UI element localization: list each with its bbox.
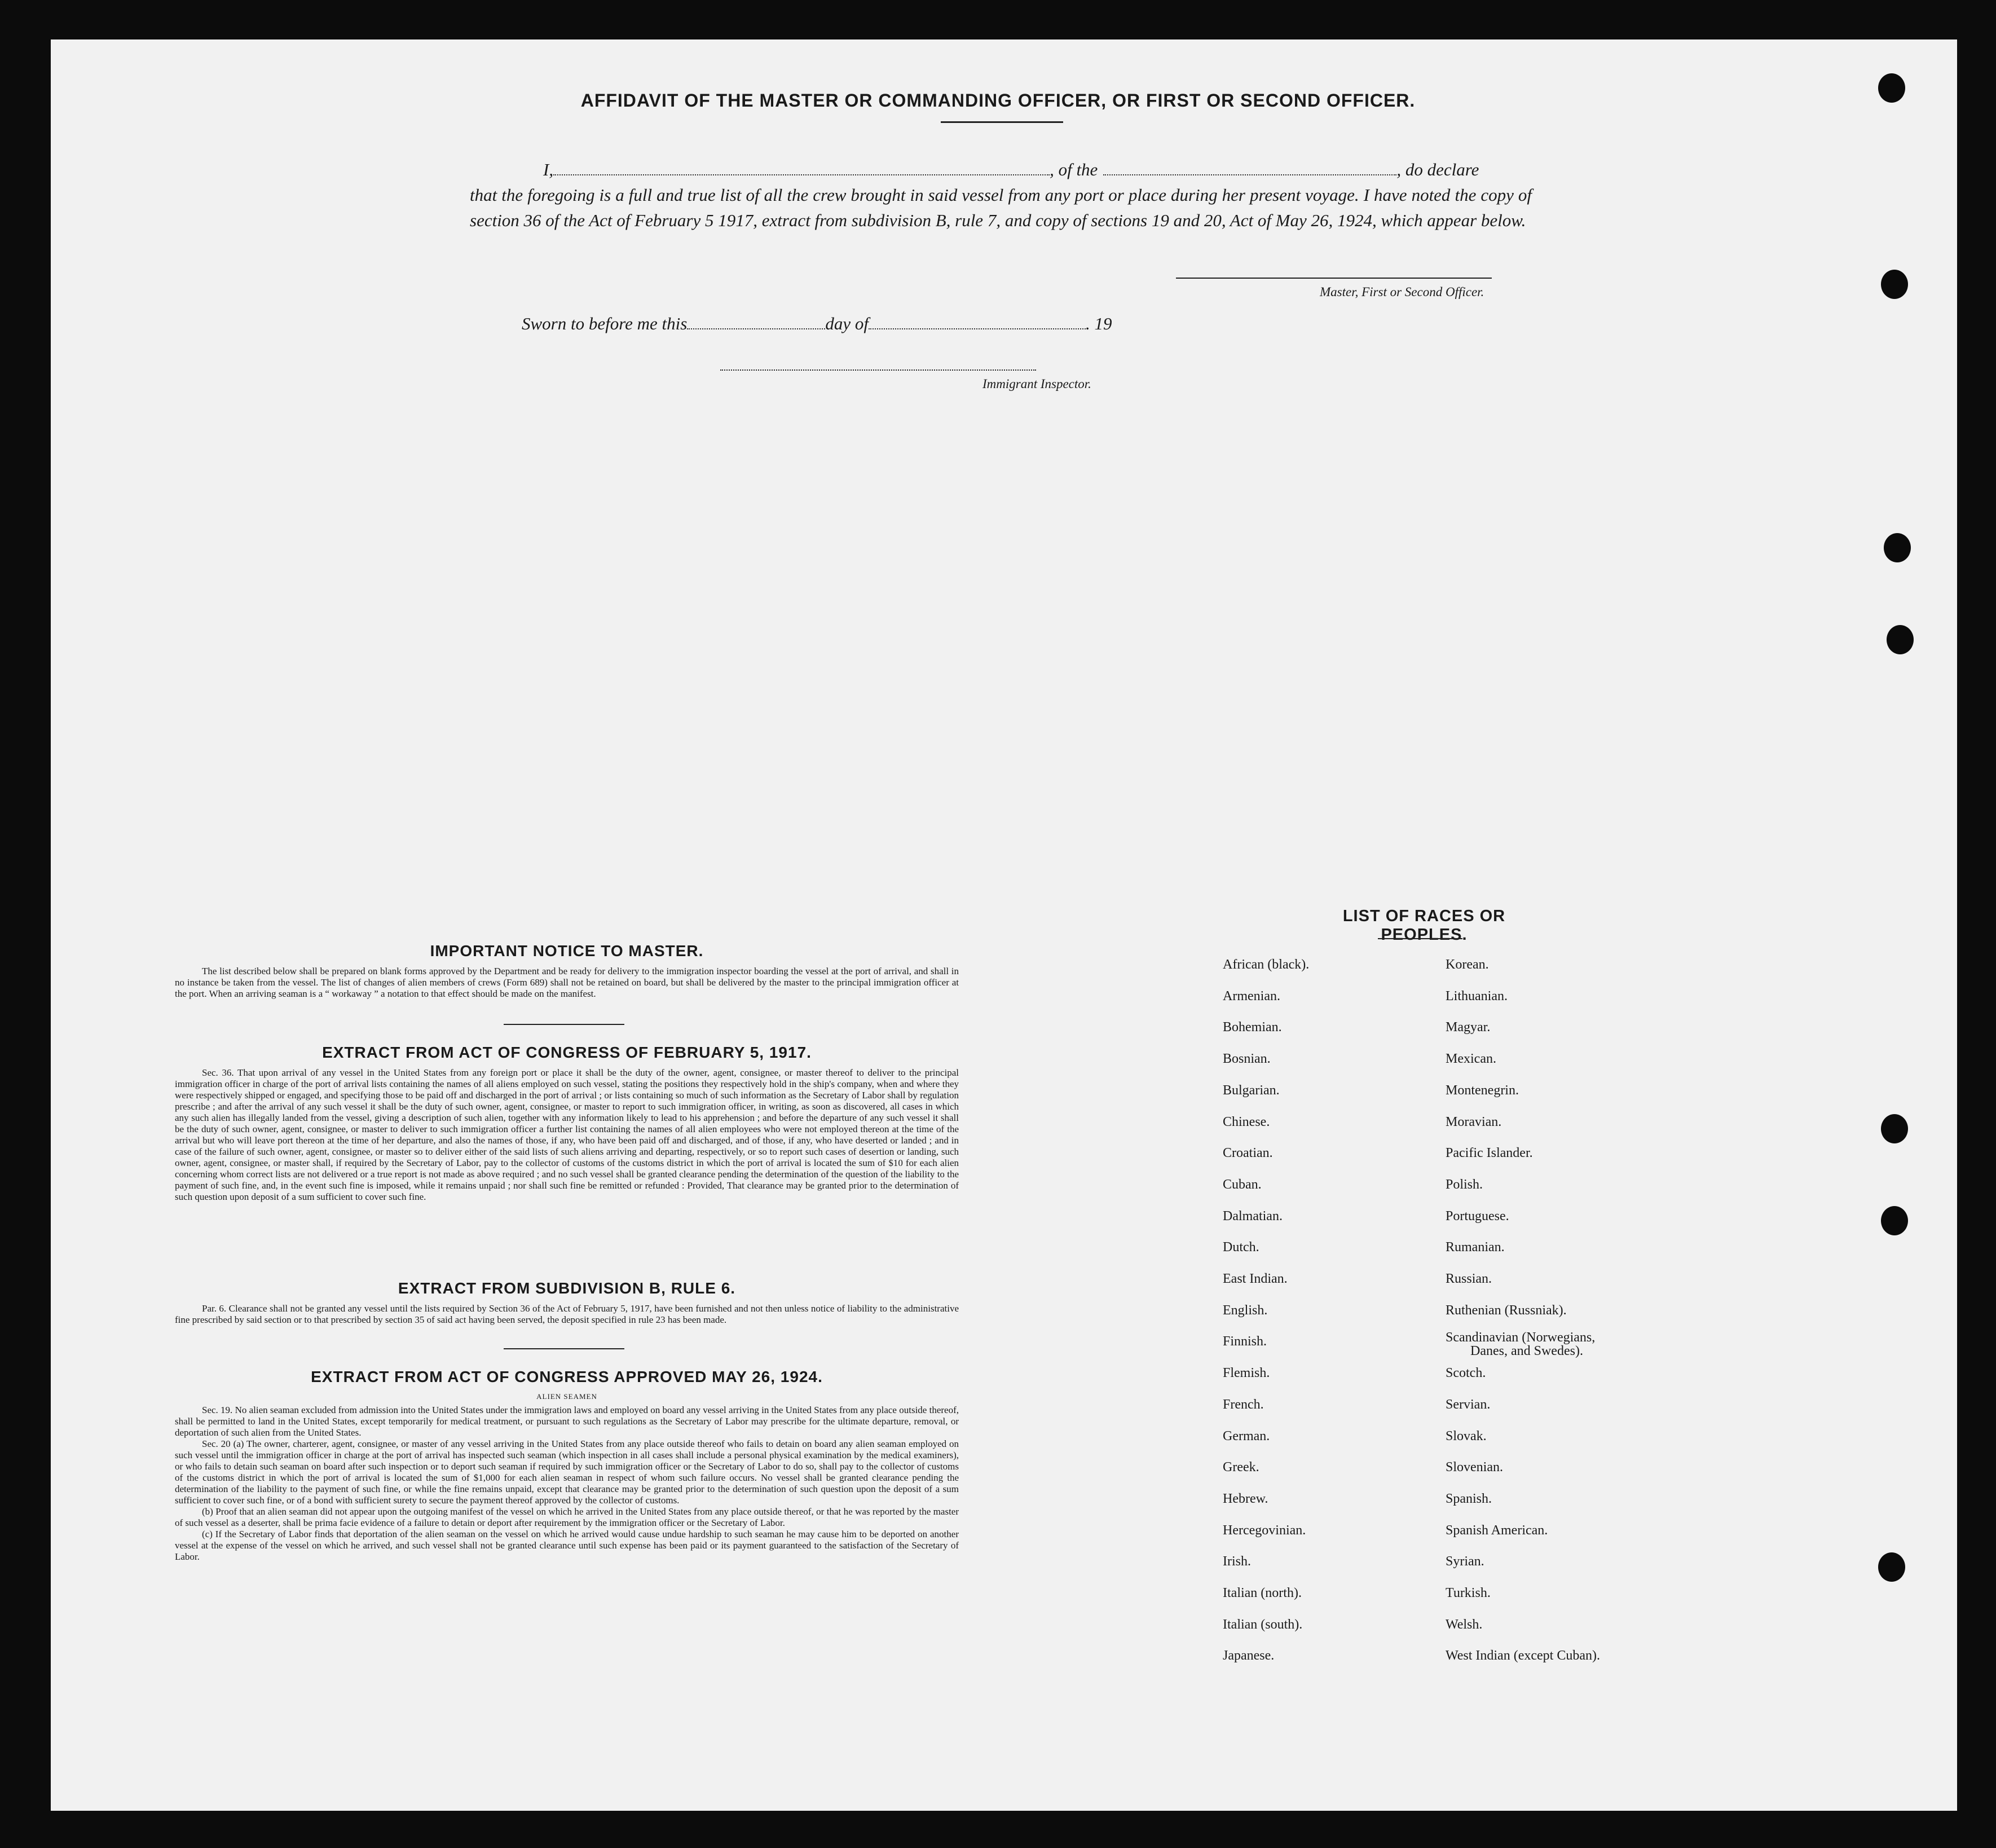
race-item: Greek.	[1223, 1460, 1259, 1475]
binder-hole	[1887, 625, 1914, 654]
race-item: Pacific Islander.	[1446, 1146, 1533, 1161]
binder-hole	[1884, 533, 1911, 562]
race-item: Spanish American.	[1446, 1523, 1548, 1538]
races-title: LIST OF RACES OR PEOPLES.	[1342, 907, 1506, 944]
races-underline	[1378, 938, 1462, 939]
affidavit-declaration	[470, 157, 1532, 233]
race-item: Polish.	[1446, 1177, 1483, 1192]
vessel-field[interactable]	[1103, 162, 1396, 175]
race-item: Dutch.	[1223, 1240, 1259, 1255]
race-item: Scandinavian (Norwegians, Danes, and Swedes).	[1446, 1330, 1596, 1359]
do-declare-label: , do declare	[1396, 160, 1479, 179]
sworn-day-field[interactable]	[687, 316, 825, 329]
race-item: Dalmatian.	[1223, 1208, 1283, 1224]
extract-1924-body	[175, 1405, 959, 1563]
race-item: French.	[1223, 1397, 1264, 1412]
race-item: Slovak.	[1446, 1428, 1487, 1444]
sworn-line	[522, 314, 1112, 334]
sec36-text: Sec. 36. That upon arrival of any vessel in the United States from any foreign port or place it shall be the duty of the owner, agent, consignee, or master thereof to deliver to the principal immigration officer in charge of the port of arrival lists containing the names of all aliens employed on such vessel, stating the positions they respectively hold in the ship's company, when and where they were respectively shipped or engaged, and specifying those to be paid off and discharged in the port of arrival ; or lists containing so much of such information as the Secretary of Labor shall by regulation prescribe ; and after the arrival of any such vessel it shall be the duty of such owner, agent, consignee, or master to report to such immigration officer, in writing, as soon as discovered, all cases in which any such alien has illegally landed from the vessel, giving a description of such alien, together with any information likely to lead to his apprehension ; and before the departure of any such vessel it shall be the duty of such owner, agent, consignee, or master to deliver to such immigration officer a further list containing the names of all alien employees who were not employed thereon at the time of the arrival but who will leave port thereon at the time of her departure, and also the names of those, if any, who have been paid off and discharged, and of those, if any, who have deserted or landed ; and in case of the failure of such owner, agent, consignee, or master so to deliver either of the said lists of such aliens arriving and departing, respectively, or so to report such cases of desertion or landing, such owner, agent, consignee, or master shall, if required by the Secretary of Labor, pay to the collector of customs of the customs district in which the port of arrival is located the sum of $10 for each alien concerning whom correct lists are not delivered or a true report is not made as above required ; and no such vessel shall be granted clearance pending the determination of the question of the liability to the payment of such fine, and, in the event such fine is imposed, while it remains unpaid ; nor shall such fine be remitted or refunded : Provided, That clearance may be granted prior to the determination of such question upon deposit of a sum sufficient to cover such fine.	[175, 1067, 959, 1202]
sworn-day-of: day of	[825, 314, 869, 333]
notice-title: IMPORTANT NOTICE TO MASTER.	[430, 942, 704, 960]
extract-rule6-title: EXTRACT FROM SUBDIVISION B, RULE 6.	[398, 1279, 736, 1297]
race-item: African (black).	[1223, 957, 1310, 972]
inspector-signature-line	[720, 369, 1036, 371]
race-item: Turkish.	[1446, 1586, 1491, 1600]
race-item: Spanish.	[1446, 1491, 1492, 1506]
affidavit-body: that the foregoing is a full and true list of all the crew brought in said vessel from any port or place during her present voyage. I have noted the copy of section 36 of the Act of February 5 1917, extract from subdivision B, rule 7, and copy of sections 19 and 20, Act of May 26, 1924, which appear below.	[470, 185, 1532, 230]
race-item: Syrian.	[1446, 1554, 1484, 1569]
notice-text: The list described below shall be prepared on blank forms approved by the Department and be ready for delivery to the immigration inspector boarding the vessel at the port of arrival, and shall in no instance be taken from the vessel. The list of changes of alien members of crews (Form 689) shall not be retained on board, but shall be delivered by the master to the principal immigration officer at the port. When an arriving seaman is a “ workaway ” a notation to that effect should be made on the manifest.	[175, 966, 959, 999]
race-item: Japanese.	[1223, 1648, 1275, 1664]
race-item: Hercegovinian.	[1223, 1523, 1306, 1538]
race-item: Chinese.	[1223, 1114, 1270, 1129]
race-item: Ruthenian (Russniak).	[1446, 1303, 1567, 1318]
race-item: Korean.	[1446, 957, 1489, 972]
sec20a-text: Sec. 20 (a) The owner, charterer, agent, consignee, or master of any vessel arriving in the United States from any place outside thereof who fails to detain on board any alien seaman employed on such vessel until the immigration officer in charge at the port of arrival has inspected such seaman (which inspection in all cases shall include a personal physical examination by the medical examiners), or who fails to detain such seaman on board after such inspection or to deport such seaman if required by such immigration officer or the Secretary of Labor to do so, shall pay to the collector of customs of the customs district in which the port of arrival is located the sum of $1,000 for each alien seaman in respect of whom such failure occurs. No vessel shall be granted clearance pending the determination of the liability to the payment of such fine, or while the fine remains unpaid, except that clearance may be granted prior to the determination of such question upon the deposit of a sum sufficient to cover such fine, or of a bond with sufficient surety to secure the payment thereof approved by the collector of customs.	[175, 1438, 959, 1506]
sworn-prefix: Sworn to before me this	[522, 314, 688, 333]
title-underline	[941, 121, 1063, 123]
binder-hole	[1881, 1206, 1908, 1235]
race-item: Lithuanian.	[1446, 988, 1508, 1004]
race-item: Armenian.	[1223, 988, 1280, 1004]
race-item: East Indian.	[1223, 1271, 1288, 1286]
binder-hole	[1878, 1552, 1905, 1582]
sec20c-text: (c) If the Secretary of Labor finds that deportation of the alien seaman on the vessel on which he arrived would cause undue hardship to such seaman he may cause him to be deported on another vessel at the expense of the vessel on which he arrived, and such vessel shall not be granted clearance until such expense has been paid or its payment guaranteed to the satisfaction of the Secretary of Labor.	[175, 1529, 959, 1562]
sworn-month-field[interactable]	[869, 316, 1086, 329]
alien-seamen-subtitle: ALIEN SEAMEN	[536, 1392, 597, 1401]
race-item: Rumanian.	[1446, 1240, 1505, 1255]
extract-1917-body	[175, 1067, 959, 1203]
race-item: Slovenian.	[1446, 1460, 1503, 1475]
divider	[504, 1348, 624, 1349]
race-item: Croatian.	[1223, 1146, 1273, 1161]
race-item: Moravian.	[1446, 1114, 1502, 1129]
extract-1924-title: EXTRACT FROM ACT OF CONGRESS APPROVED MAY 26, 1924.	[311, 1368, 823, 1385]
race-item: Italian (north).	[1223, 1586, 1302, 1600]
race-item: Flemish.	[1223, 1366, 1270, 1381]
sec19-text: Sec. 19. No alien seaman excluded from admission into the United States under the immigration laws and employed on board any vessel arriving in the United States from any place outside thereof, shall be permitted to land in the United States, except temporarily for medical treatment, or pursuant to such regulations as the Secretary of Labor may prescribe for the ultimate departure, removal, or deportation of such alien from the United States.	[175, 1405, 959, 1438]
sworn-year: . 19	[1085, 314, 1112, 333]
race-item: Mexican.	[1446, 1051, 1496, 1067]
race-item: German.	[1223, 1428, 1270, 1444]
race-item: Bohemian.	[1223, 1020, 1282, 1035]
notice-body	[175, 966, 959, 1000]
race-item: Welsh.	[1446, 1617, 1483, 1632]
name-field[interactable]	[553, 162, 1050, 175]
binder-hole	[1881, 270, 1908, 299]
race-item: Irish.	[1223, 1554, 1251, 1569]
master-signature-caption: Master, First or Second Officer.	[1320, 285, 1484, 299]
race-item: Russian.	[1446, 1271, 1492, 1286]
race-item: English.	[1223, 1303, 1268, 1318]
race-item: Bosnian.	[1223, 1051, 1271, 1067]
extract-rule6-body	[175, 1303, 959, 1326]
race-item: Montenegrin.	[1446, 1083, 1519, 1098]
race-item: West Indian (except Cuban).	[1446, 1648, 1600, 1664]
race-item: Magyar.	[1446, 1020, 1491, 1035]
sec20b-text: (b) Proof that an alien seaman did not appear upon the outgoing manifest of the vessel on which he arrived in the United States from any place outside thereof, or that he was reported by the master of such vessel as a deserter, shall be prima facie evidence of a failure to detain or deport after requirement by the immigration officer or the Secretary of Labor.	[175, 1506, 959, 1528]
race-item: Bulgarian.	[1223, 1083, 1280, 1098]
of-the-label: , of the	[1050, 160, 1098, 179]
affidavit-title: AFFIDAVIT OF THE MASTER OR COMMANDING OFFICER, OR FIRST OR SECOND OFFICER.	[580, 90, 1416, 111]
race-item: Italian (south).	[1223, 1617, 1303, 1632]
binder-hole	[1881, 1114, 1908, 1143]
race-item: Hebrew.	[1223, 1491, 1268, 1506]
race-item: Finnish.	[1223, 1334, 1267, 1349]
race-item: Portuguese.	[1446, 1208, 1509, 1224]
race-item: Cuban.	[1223, 1177, 1262, 1192]
race-item: Scotch.	[1446, 1366, 1486, 1381]
par6-text: Par. 6. Clearance shall not be granted any vessel until the lists required by Section 36 of the Act of February 5, 1917, have been furnished and not then unless notice of liability to the administrative fine prescribed by said section or to that prescribed by section 35 of said act having been served, the deposit specified in rule 23 has been made.	[175, 1303, 959, 1325]
i-label: I,	[543, 160, 554, 179]
master-signature-line	[1176, 278, 1492, 279]
divider	[504, 1024, 624, 1025]
inspector-caption: Immigrant Inspector.	[982, 377, 1091, 391]
extract-1917-title: EXTRACT FROM ACT OF CONGRESS OF FEBRUARY 5, 1917.	[322, 1044, 812, 1061]
race-item: Servian.	[1446, 1397, 1491, 1412]
